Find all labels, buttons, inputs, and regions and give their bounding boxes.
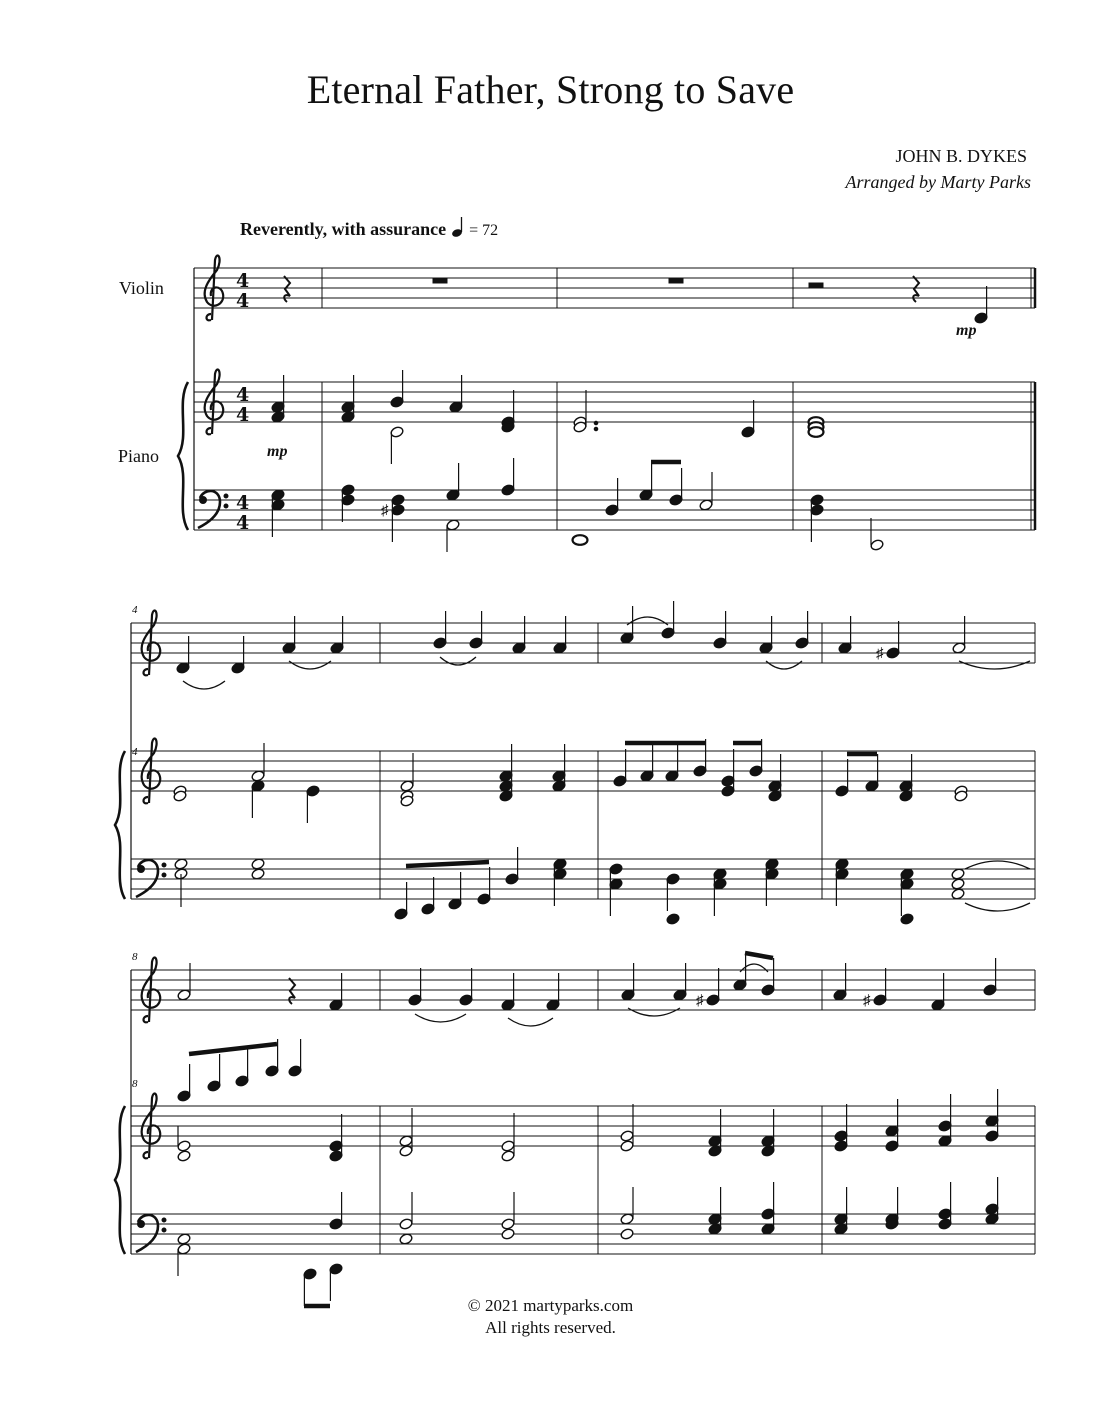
whole-rest bbox=[433, 278, 447, 283]
note-head bbox=[399, 1218, 413, 1231]
bass-clef-dot bbox=[224, 504, 228, 508]
sharp-sign: ♯ bbox=[381, 503, 389, 519]
note-head bbox=[951, 878, 965, 891]
bass-clef-dot bbox=[162, 1218, 166, 1222]
bass-clef-dot bbox=[138, 1221, 145, 1228]
piano-label: Piano bbox=[118, 446, 160, 466]
bass-clef-dot bbox=[162, 873, 166, 877]
metronome-mark: = 72 bbox=[469, 222, 499, 239]
violin-label: Violin bbox=[119, 278, 164, 298]
note-head bbox=[951, 888, 965, 901]
note-head bbox=[870, 539, 884, 552]
slur bbox=[289, 661, 331, 669]
note-head bbox=[177, 1140, 191, 1153]
sharp-sign: ♯ bbox=[696, 993, 704, 1009]
note-head bbox=[251, 770, 265, 783]
slur bbox=[183, 681, 225, 689]
time-signature-top: 4 bbox=[236, 270, 250, 292]
note-head bbox=[620, 1228, 634, 1241]
note-head bbox=[951, 868, 965, 881]
slur bbox=[965, 903, 1030, 911]
time-signature-bottom: 4 bbox=[236, 404, 250, 426]
beam bbox=[406, 862, 489, 866]
bass-clef-dot bbox=[224, 494, 228, 498]
whole-note bbox=[809, 427, 824, 437]
bass-clef-dot bbox=[162, 863, 166, 867]
note-head bbox=[501, 1140, 515, 1153]
piano-brace bbox=[115, 751, 125, 899]
arranger-credit: Arranged by Marty Parks bbox=[845, 172, 1031, 192]
tempo-text: Reverently, with assurance bbox=[240, 219, 447, 239]
slur bbox=[440, 657, 476, 665]
note-head bbox=[501, 1218, 515, 1231]
note-head bbox=[446, 519, 460, 532]
note-head bbox=[251, 858, 265, 871]
time-signature-top: 4 bbox=[236, 492, 250, 514]
slur bbox=[959, 661, 1030, 669]
bass-clef-dot bbox=[138, 866, 145, 873]
time-signatures bbox=[236, 270, 249, 534]
slur bbox=[965, 861, 1030, 869]
note-head bbox=[177, 1150, 191, 1163]
time-signature-bottom: 4 bbox=[236, 512, 250, 534]
bass-clef-dot bbox=[162, 1228, 166, 1232]
slur bbox=[628, 1008, 680, 1016]
slur bbox=[740, 964, 768, 972]
copyright-line: © 2021 martyparks.com bbox=[467, 1296, 634, 1315]
time-signature-top: 4 bbox=[236, 384, 250, 406]
piano-brace bbox=[178, 382, 188, 530]
note-head bbox=[177, 1243, 191, 1256]
note-head bbox=[620, 1213, 634, 1226]
whole-rest bbox=[669, 278, 683, 283]
note-head bbox=[501, 1228, 515, 1241]
composer-credit: JOHN B. DYKES bbox=[895, 146, 1027, 166]
note-head bbox=[399, 1135, 413, 1148]
note-head bbox=[400, 780, 414, 793]
whole-note bbox=[573, 535, 588, 545]
note-head bbox=[251, 868, 265, 881]
measure-number-violin-system-3: 8 bbox=[132, 951, 138, 963]
slur bbox=[415, 1014, 466, 1022]
measure-number-piano-system-3: 8 bbox=[132, 1078, 138, 1090]
dot bbox=[594, 421, 598, 425]
piano-brace bbox=[115, 1106, 125, 1254]
measure-number-violin-system-2: 4 bbox=[132, 604, 138, 616]
note-head bbox=[620, 1140, 634, 1153]
note-head bbox=[399, 1233, 413, 1246]
note-head bbox=[501, 1150, 515, 1163]
violin-dynamic: mp bbox=[956, 322, 977, 339]
beam bbox=[189, 1044, 277, 1054]
note-head bbox=[174, 858, 188, 871]
note-head bbox=[699, 499, 713, 512]
half-rest bbox=[809, 283, 823, 288]
note-head bbox=[177, 1233, 191, 1246]
rights-line: All rights reserved. bbox=[485, 1318, 616, 1337]
slur bbox=[766, 661, 802, 669]
note-head bbox=[399, 1145, 413, 1158]
beam bbox=[745, 953, 773, 958]
bass-clef-dot bbox=[200, 497, 207, 504]
measure-number-piano-system-2: 4 bbox=[132, 746, 138, 758]
note-head bbox=[666, 913, 680, 926]
sharp-sign: ♯ bbox=[876, 646, 884, 662]
dot bbox=[594, 427, 598, 431]
time-signature-bottom: 4 bbox=[236, 290, 250, 312]
slur bbox=[508, 1018, 553, 1026]
staff-lines bbox=[131, 268, 1035, 1254]
note-head bbox=[177, 989, 191, 1002]
piano-dynamic: mp bbox=[267, 443, 288, 460]
note-head bbox=[620, 1130, 634, 1143]
page-title: Eternal Father, Strong to Save bbox=[306, 67, 795, 112]
sharp-sign: ♯ bbox=[863, 993, 871, 1009]
